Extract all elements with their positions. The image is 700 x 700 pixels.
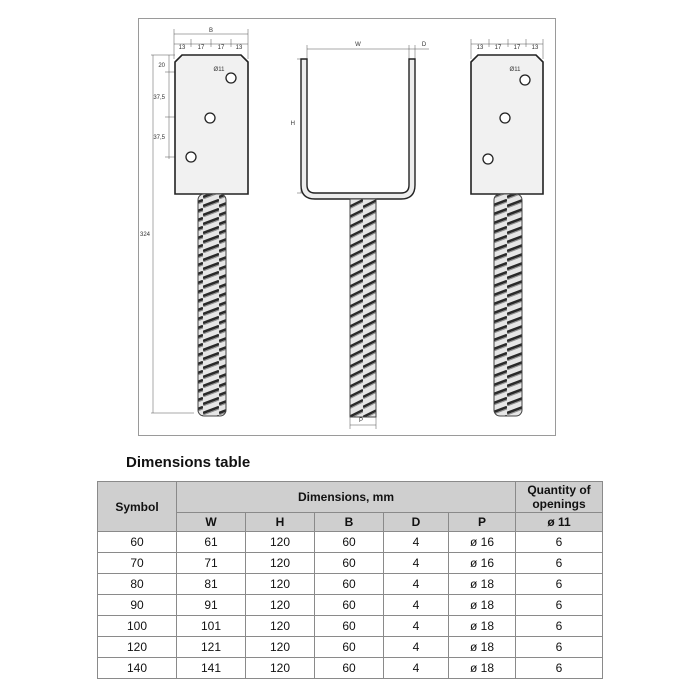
- cell-symbol: 100: [98, 616, 177, 637]
- table-row: [98, 595, 603, 616]
- cell-w: 141: [177, 658, 246, 679]
- middle-view: [291, 42, 429, 429]
- header-dimensions: Dimensions, mm: [177, 482, 516, 513]
- header-b: B: [315, 513, 384, 532]
- middle-thickness-label: D: [421, 42, 427, 48]
- cell-p: ø 18: [449, 595, 516, 616]
- cell-q: 6: [516, 658, 603, 679]
- left-hole-label: Ø11: [213, 67, 225, 73]
- cell-q: 6: [516, 574, 603, 595]
- header-quantity-sub: ø 11: [516, 513, 603, 532]
- header-quantity-line2: openings: [532, 497, 586, 511]
- cell-w: 91: [177, 595, 246, 616]
- header-quantity: [516, 482, 603, 513]
- cell-q: 6: [516, 616, 603, 637]
- dimensions-table: [97, 481, 603, 679]
- cell-h: 120: [246, 532, 315, 553]
- right-hole-label: Ø11: [509, 67, 521, 73]
- drawing-canvas: [139, 19, 555, 435]
- table-row: [98, 574, 603, 595]
- cell-symbol: 120: [98, 637, 177, 658]
- cell-p: ø 18: [449, 574, 516, 595]
- cell-d: 4: [384, 532, 449, 553]
- technical-drawing: [138, 18, 556, 436]
- header-d: D: [384, 513, 449, 532]
- left-hole-spacing-1: 37,5: [153, 95, 165, 101]
- table-row: [98, 637, 603, 658]
- left-length-label: 324: [139, 232, 150, 238]
- cell-b: 60: [315, 616, 384, 637]
- u-bracket: [301, 59, 415, 199]
- table-row: [98, 616, 603, 637]
- cell-w: 71: [177, 553, 246, 574]
- left-segment-2: 17: [197, 45, 205, 51]
- left-segment-1: 13: [178, 45, 186, 51]
- right-plate: [471, 55, 543, 194]
- cell-q: 6: [516, 595, 603, 616]
- right-segment-3: 17: [513, 45, 521, 51]
- cell-q: 6: [516, 532, 603, 553]
- cell-p: ø 16: [449, 532, 516, 553]
- cell-h: 120: [246, 574, 315, 595]
- cell-b: 60: [315, 532, 384, 553]
- right-hole-mid: [500, 113, 510, 123]
- cell-d: 4: [384, 553, 449, 574]
- middle-width-label: W: [355, 42, 361, 48]
- cell-symbol: 140: [98, 658, 177, 679]
- header-p: P: [449, 513, 516, 532]
- left-segment-4: 13: [235, 45, 243, 51]
- cell-d: 4: [384, 637, 449, 658]
- header-symbol: Symbol: [98, 482, 177, 532]
- middle-height-label: H: [290, 121, 295, 127]
- left-view: [140, 28, 248, 416]
- cell-h: 120: [246, 553, 315, 574]
- right-rebar: [494, 194, 522, 416]
- cell-d: 4: [384, 595, 449, 616]
- cell-h: 120: [246, 658, 315, 679]
- cell-p: ø 18: [449, 658, 516, 679]
- header-quantity-line1: Quantity of: [527, 483, 591, 497]
- table-row: [98, 658, 603, 679]
- cell-w: 81: [177, 574, 246, 595]
- cell-symbol: 90: [98, 595, 177, 616]
- cell-h: 120: [246, 595, 315, 616]
- cell-symbol: 70: [98, 553, 177, 574]
- cell-b: 60: [315, 637, 384, 658]
- left-hole-top: [226, 73, 236, 83]
- left-rebar: [198, 194, 226, 416]
- cell-d: 4: [384, 658, 449, 679]
- left-width-label: B: [208, 28, 214, 34]
- right-view: [471, 39, 543, 416]
- cell-d: 4: [384, 574, 449, 595]
- cell-b: 60: [315, 553, 384, 574]
- left-hole-spacing-2: 37,5: [153, 135, 165, 141]
- cell-b: 60: [315, 658, 384, 679]
- cell-symbol: 60: [98, 532, 177, 553]
- right-segment-1: 13: [476, 45, 484, 51]
- table-title: Dimensions table: [126, 454, 251, 471]
- right-hole-bottom: [483, 154, 493, 164]
- middle-bar-label: P: [358, 418, 364, 424]
- table-row: [98, 553, 603, 574]
- left-plate: [175, 55, 248, 194]
- left-hole-bottom: [186, 152, 196, 162]
- cell-w: 61: [177, 532, 246, 553]
- right-segment-2: 17: [494, 45, 502, 51]
- cell-q: 6: [516, 637, 603, 658]
- cell-symbol: 80: [98, 574, 177, 595]
- cell-w: 121: [177, 637, 246, 658]
- cell-q: 6: [516, 553, 603, 574]
- header-h: H: [246, 513, 315, 532]
- left-hole-mid: [205, 113, 215, 123]
- left-segment-3: 17: [217, 45, 225, 51]
- cell-d: 4: [384, 616, 449, 637]
- cell-h: 120: [246, 637, 315, 658]
- right-segment-4: 13: [531, 45, 539, 51]
- cell-b: 60: [315, 574, 384, 595]
- middle-rebar: [350, 199, 376, 417]
- right-hole-top: [520, 75, 530, 85]
- cell-h: 120: [246, 616, 315, 637]
- header-w: W: [177, 513, 246, 532]
- left-top-offset: 20: [158, 63, 165, 69]
- cell-p: ø 16: [449, 553, 516, 574]
- cell-w: 101: [177, 616, 246, 637]
- cell-p: ø 18: [449, 616, 516, 637]
- cell-p: ø 18: [449, 637, 516, 658]
- cell-b: 60: [315, 595, 384, 616]
- table-row: [98, 532, 603, 553]
